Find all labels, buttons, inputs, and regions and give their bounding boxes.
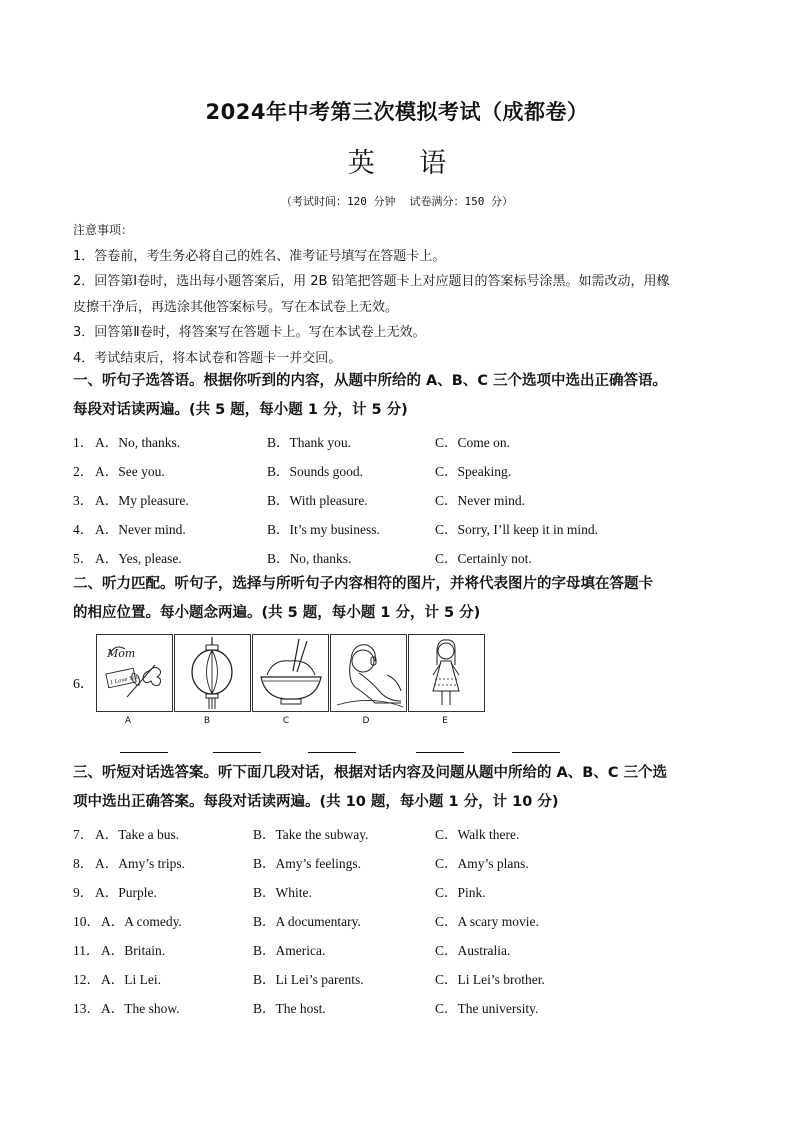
section-heading-line: 一、听句子选答语。根据你听到的内容，从题中所给的 A、B、C 三个选项中选出正确答语。 (73, 373, 668, 389)
option-a: A．No, thanks. (95, 435, 181, 450)
option-b: B．With pleasure. (267, 493, 368, 508)
picture-letter: A (124, 716, 132, 726)
question-row (73, 939, 733, 961)
option-a: A．Li Lei. (101, 972, 161, 987)
picture-letter: D (362, 716, 370, 726)
girl-headphones-icon (330, 634, 407, 712)
question-row (73, 968, 733, 990)
option-c: C．Speaking. (435, 464, 512, 479)
option-c: C．The university. (435, 1001, 539, 1016)
exam-time: （考试时间：120 分钟 (281, 195, 396, 208)
question-number: 9． (73, 885, 94, 900)
option-c: C．Pink. (435, 885, 486, 900)
option-c: C．Walk there. (435, 827, 520, 842)
section-heading-line: 每段对话读两遍。(共 5 题，每小题 1 分，计 5 分) (73, 402, 408, 418)
section-heading-line: 项中选出正确答案。每段对话读两遍。(共 10 题，每小题 1 分，计 10 分) (73, 794, 559, 810)
picture-strip (96, 634, 484, 712)
notes-item: 1．答卷前，考生务必将自己的姓名、准考证号填写在答题卡上。 (73, 248, 446, 264)
full-score: 试卷满分：150 分） (409, 195, 513, 208)
answer-blank[interactable] (512, 752, 560, 753)
option-a: A．Britain. (101, 943, 166, 958)
card-text-love: I Love You (110, 674, 140, 687)
option-a: A．Never mind. (95, 522, 186, 537)
question-number: 1． (73, 435, 94, 450)
option-c: C．Li Lei’s brother. (435, 972, 545, 987)
section1-heading (73, 367, 733, 425)
notes-item: 2．回答第Ⅰ卷时，选出每小题答案后，用 2B 铅笔把答题卡上对应题目的答案标号涂黑。如需改动，用橡 (73, 274, 670, 289)
option-b: B．Take the subway. (253, 827, 369, 842)
option-a: A．A comedy. (101, 914, 182, 929)
option-a: A．Take a bus. (95, 827, 180, 842)
question-row (73, 489, 733, 511)
option-c: C．Never mind. (435, 493, 525, 508)
question-row (73, 460, 733, 482)
option-b: B．Amy’s feelings. (253, 856, 361, 871)
section3-heading (73, 759, 733, 817)
option-c: C．Sorry, I’ll keep it in mind. (435, 522, 598, 537)
question-number: 11． (73, 943, 100, 958)
question-number: 2． (73, 464, 94, 479)
section2-heading (73, 570, 733, 628)
option-c: C．Amy’s plans. (435, 856, 529, 871)
option-c: C．Australia. (435, 943, 511, 958)
question-row (73, 997, 733, 1019)
question-number: 4． (73, 522, 94, 537)
option-b: B．White. (253, 885, 312, 900)
question-number: 7． (73, 827, 94, 842)
picture-letter: B (203, 716, 211, 726)
option-a: A．Amy’s trips. (95, 856, 186, 871)
option-b: B．America. (253, 943, 326, 958)
question-number: 6． (73, 677, 94, 692)
question-row (73, 881, 733, 903)
option-c: C．A scary movie. (435, 914, 539, 929)
option-a: A．Purple. (95, 885, 157, 900)
question-number: 10． (73, 914, 100, 929)
option-a: A．My pleasure. (95, 493, 189, 508)
picture-letter: E (442, 716, 448, 726)
question-row (73, 852, 733, 874)
question-row (73, 518, 733, 540)
question-row (73, 910, 733, 932)
question-number: 13． (73, 1001, 100, 1016)
option-b: B．No, thanks. (267, 551, 352, 566)
option-b: B．Thank you. (267, 435, 351, 450)
option-c: C．Certainly not. (435, 551, 532, 566)
option-c: C．Come on. (435, 435, 511, 450)
option-b: B．The host. (253, 1001, 326, 1016)
question-row (73, 547, 733, 569)
answer-blank[interactable] (416, 752, 464, 753)
notes-block (73, 218, 723, 371)
exam-title: 2024年中考第三次模拟考试（成都卷） (205, 100, 589, 124)
notes-item: 3．回答第Ⅱ卷时，将答案写在答题卡上。写在本试卷上无效。 (73, 325, 426, 340)
notes-item: 4．考试结束后，将本试卷和答题卡一并交回。 (73, 350, 342, 366)
option-b: B．Sounds good. (267, 464, 364, 479)
answer-blank[interactable] (120, 752, 168, 753)
notes-item: 皮擦干净后，再选涂其他答案标号。写在本试卷上无效。 (73, 299, 399, 315)
notes-heading: 注意事项： (73, 223, 134, 237)
option-a: A．Yes, please. (95, 551, 182, 566)
option-b: B．It’s my business. (267, 522, 380, 537)
exam-info (0, 193, 794, 209)
girl-dress-icon (408, 634, 485, 712)
section-heading-line: 三、听短对话选答案。听下面几段对话，根据对话内容及问题从题中所给的 A、B、C 三个选 (73, 765, 668, 781)
question-row (73, 431, 733, 453)
rice-bowl-icon (252, 634, 329, 712)
section-heading-line: 的相应位置。每小题念两遍。(共 5 题，每小题 1 分，计 5 分) (73, 605, 481, 621)
question-row (73, 823, 733, 845)
option-a: A．The show. (101, 1001, 180, 1016)
answer-blank[interactable] (308, 752, 356, 753)
lantern-icon (174, 634, 251, 712)
answer-blank[interactable] (213, 752, 261, 753)
flower-card-icon (96, 634, 173, 712)
subject-title: 英 语 (347, 148, 465, 179)
question-number: 8． (73, 856, 94, 871)
question-number: 3． (73, 493, 94, 508)
option-a: A．See you. (95, 464, 165, 479)
question-number: 12． (73, 972, 100, 987)
option-b: B．Li Lei’s parents. (253, 972, 364, 987)
question-number: 5． (73, 551, 94, 566)
option-b: B．A documentary. (253, 914, 361, 929)
card-text-mom: Mom (107, 647, 136, 660)
section-heading-line: 二、听力匹配。听句子，选择与所听句子内容相符的图片，并将代表图片的字母填在答题卡 (73, 576, 653, 592)
picture-letter: C (282, 716, 290, 726)
